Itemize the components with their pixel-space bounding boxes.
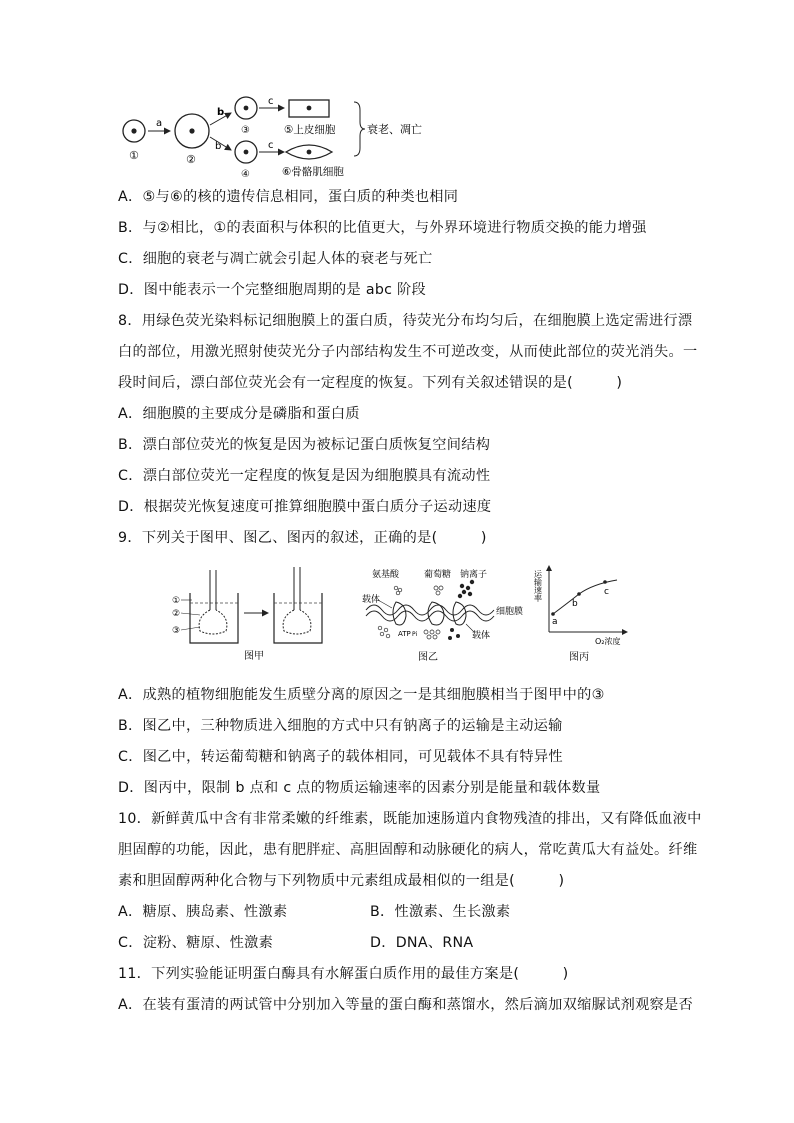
step-c-lower-label: c bbox=[268, 140, 274, 151]
q8-stem-line-3: 段时间后，漂白部位荧光会有一定程度的恢复。下列有关叙述错误的是( ) bbox=[118, 375, 623, 391]
jia-mark-2: ② bbox=[172, 609, 181, 619]
q10-option-d: D．DNA、RNA bbox=[370, 935, 474, 951]
step-b-upper-label: b bbox=[217, 107, 225, 118]
cell-2-label: ② bbox=[186, 153, 196, 166]
q10-option-b: B．性激素、生长激素 bbox=[370, 904, 511, 920]
q9-option-d: D．图丙中，限制 b 点和 c 点的物质运输速率的因素分别是能量和载体数量 bbox=[118, 780, 601, 796]
membrane-transport-diagram bbox=[362, 566, 527, 666]
cell-5-label: ⑤上皮细胞 bbox=[284, 124, 336, 136]
point-b bbox=[577, 592, 581, 596]
osmosis-diagram bbox=[170, 565, 345, 665]
figure-bing bbox=[535, 562, 635, 666]
yi-membrane: 细胞膜 bbox=[496, 607, 524, 617]
yi-glucose: 葡萄糖 bbox=[424, 570, 452, 580]
yi-carrier-right: 载体 bbox=[472, 631, 491, 641]
cell-differentiation-figure bbox=[118, 93, 428, 179]
yi-pi: Pi bbox=[412, 631, 418, 638]
q7-option-b: B．与②相比，①的表面积与体积的比值更大，与外界环境进行物质交换的能力增强 bbox=[118, 220, 647, 236]
q9-option-c: C．图乙中，转运葡萄糖和钠离子的载体相同，可见载体不具有特异性 bbox=[118, 749, 563, 765]
q9-option-a: A．成熟的植物细胞能发生质壁分离的原因之一是其细胞膜相当于图甲中的③ bbox=[118, 687, 605, 703]
fate-label: 衰老、凋亡 bbox=[367, 123, 422, 136]
ylabel bbox=[533, 570, 543, 603]
q7-option-a: A．⑤与⑥的核的遗传信息相同，蛋白质的种类也相同 bbox=[118, 189, 459, 205]
q8-option-c: C．漂白部位荧光一定程度的恢复是因为细胞膜具有流动性 bbox=[118, 468, 491, 484]
point-c bbox=[603, 580, 607, 584]
step-b-lower-label: b bbox=[215, 141, 222, 152]
yi-carrier-left: 载体 bbox=[362, 595, 381, 605]
q7-option-c: C．细胞的衰老与凋亡就会引起人体的衰老与死亡 bbox=[118, 251, 433, 267]
q8-option-b: B．漂白部位荧光的恢复是因为被标记蛋白质恢复空间结构 bbox=[118, 437, 491, 453]
jia-mark-1: ① bbox=[172, 596, 181, 606]
q10-option-a: A．糖原、胰岛素、性激素 bbox=[118, 904, 288, 920]
cell-differentiation-diagram bbox=[118, 93, 428, 179]
q10-stem-line-2: 胆固醇的功能，因此，患有肥胖症、高胆固醇和动脉硬化的病人，常吃黄瓜大有益处。纤维 bbox=[118, 842, 698, 858]
brace bbox=[354, 102, 365, 156]
q11-stem: 11．下列实验能证明蛋白酶具有水解蛋白质作用的最佳方案是( ) bbox=[118, 966, 569, 982]
bing-caption: 图丙 bbox=[569, 652, 589, 663]
bing-point-b: b bbox=[572, 599, 578, 609]
q7-option-d: D．图中能表示一个完整细胞周期的是 abc 阶段 bbox=[118, 282, 427, 298]
q8-stem-line-2: 白的部位，用激光照射使荧光分子内部结构发生不可逆改变，从而使此部位的荧光消失。一 bbox=[118, 344, 698, 360]
q9-stem: 9．下列关于图甲、图乙、图丙的叙述，正确的是( ) bbox=[118, 530, 487, 546]
yi-atp: ATP bbox=[398, 630, 411, 638]
q10-stem-line-3: 素和胆固醇两种化合物与下列物质中元素组成最相似的一组是( ) bbox=[118, 873, 565, 889]
figure-jia bbox=[170, 565, 345, 665]
jia-caption: 图甲 bbox=[244, 651, 264, 662]
rate-curve bbox=[553, 580, 617, 614]
yi-caption: 图乙 bbox=[418, 652, 438, 663]
yi-amino-acid: 氨基酸 bbox=[372, 570, 400, 580]
q8-option-a: A．细胞膜的主要成分是磷脂和蛋白质 bbox=[118, 406, 360, 422]
q10-option-c: C．淀粉、糖原、性激素 bbox=[118, 935, 274, 951]
q10-stem-line-1: 10．新鲜黄瓜中含有非常柔嫩的纤维素，既能加速肠道内食物残渣的排出，又有降低血液中 bbox=[118, 811, 702, 827]
figure-yi bbox=[362, 566, 527, 666]
cell-6-label: ⑥骨骼肌细胞 bbox=[282, 166, 344, 178]
jia-mark-3: ③ bbox=[172, 626, 181, 636]
bing-point-a: a bbox=[552, 617, 558, 627]
point-a bbox=[551, 612, 555, 616]
cell-1-label: ① bbox=[129, 149, 139, 162]
bing-ylabel: 运输速率 bbox=[533, 570, 543, 602]
q8-option-d: D．根据荧光恢复速度可推算细胞膜中蛋白质分子运动速度 bbox=[118, 499, 492, 515]
transport-rate-graph bbox=[535, 562, 635, 666]
yi-sodium: 钠离子 bbox=[460, 570, 488, 580]
bing-point-c: c bbox=[604, 587, 609, 597]
step-c-upper-label: c bbox=[268, 96, 274, 107]
q8-stem-line-1: 8．用绿色荧光染料标记细胞膜上的蛋白质，待荧光分布均匀后，在细胞膜上选定需进行漂 bbox=[118, 313, 693, 329]
cell-4-label: ④ bbox=[241, 169, 250, 180]
bing-xlabel: O₂浓度 bbox=[595, 637, 621, 646]
q9-option-b: B．图乙中，三种物质进入细胞的方式中只有钠离子的运输是主动运输 bbox=[118, 718, 563, 734]
cell-3-label: ③ bbox=[241, 125, 250, 136]
q11-option-a: A．在装有蛋清的两试管中分别加入等量的蛋白酶和蒸馏水，然后滴加双缩脲试剂观察是否 bbox=[118, 997, 694, 1013]
step-a-label: a bbox=[156, 118, 163, 129]
